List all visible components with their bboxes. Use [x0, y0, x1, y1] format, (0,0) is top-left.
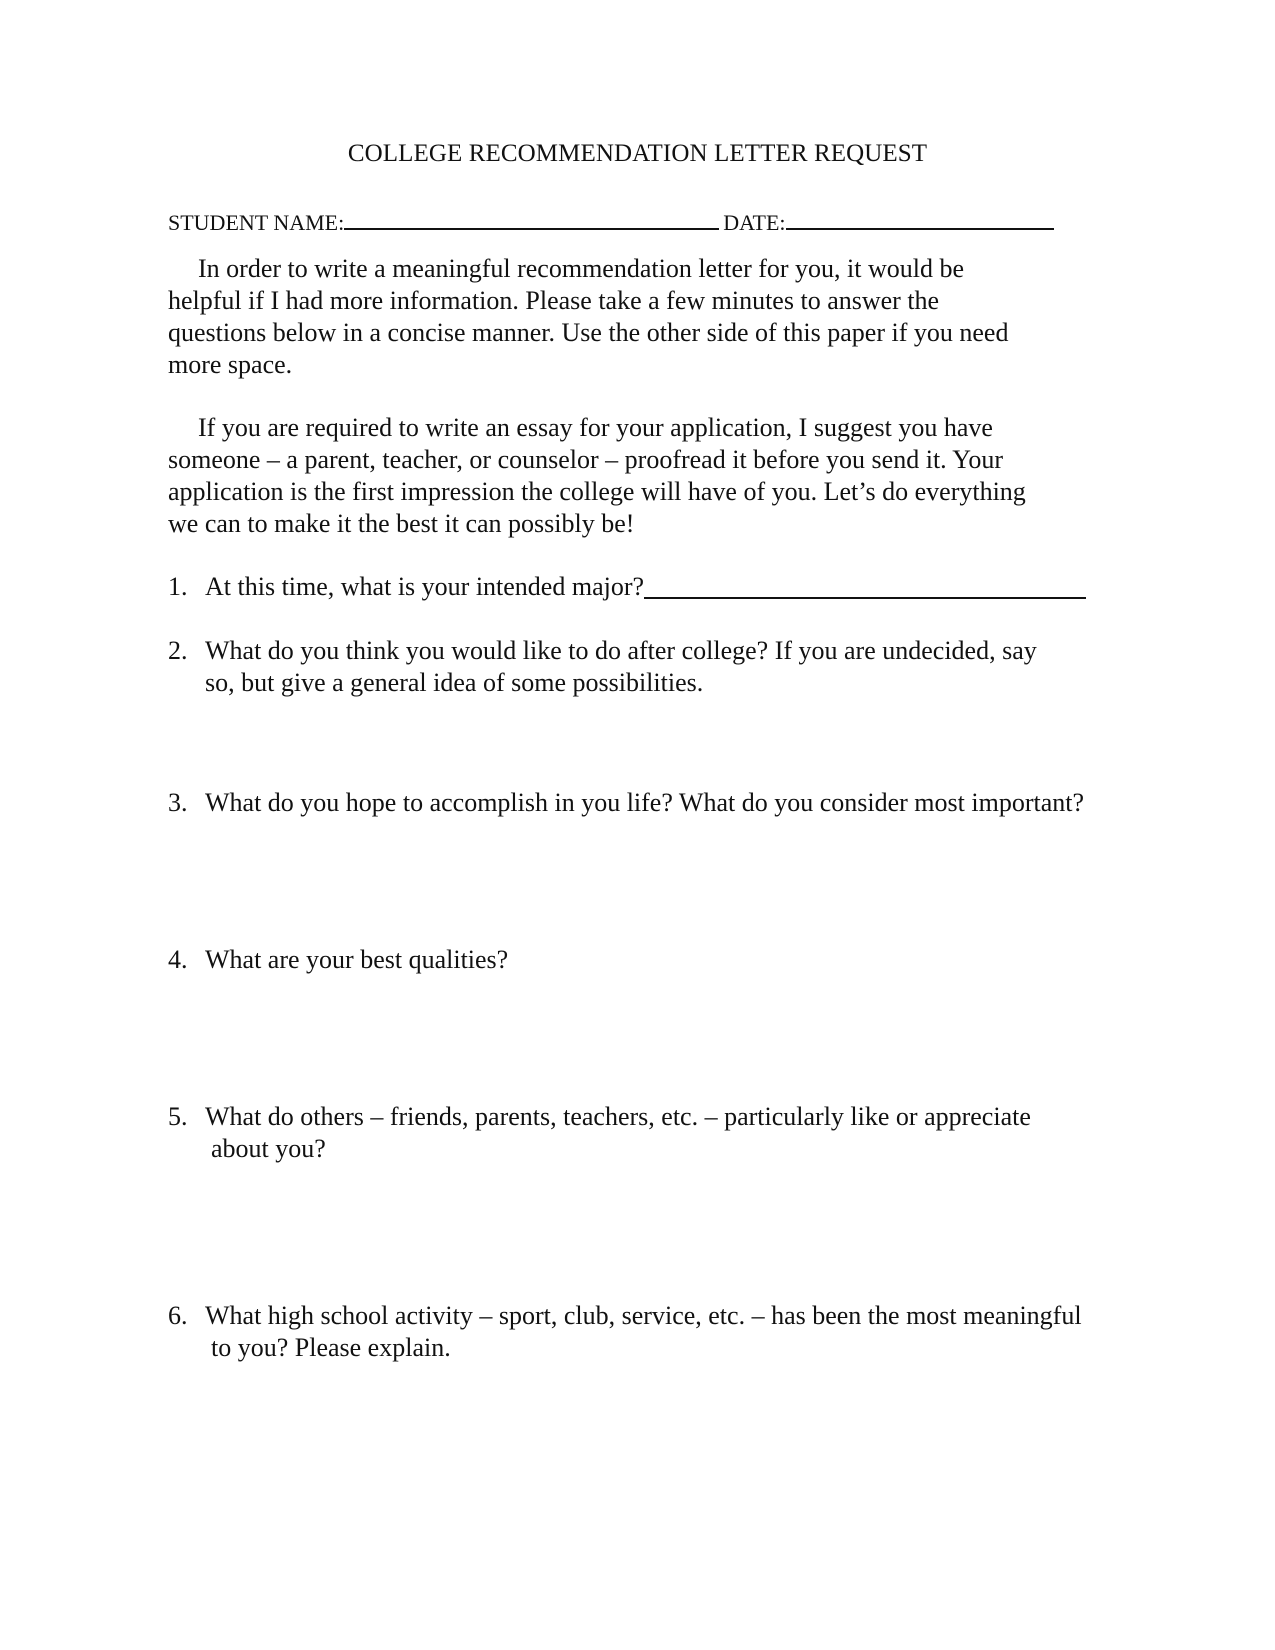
page-title: COLLEGE RECOMMENDATION LETTER REQUEST	[347, 140, 928, 167]
question-text: What do you think you would like to do after college? If you are undecided, say	[205, 636, 1037, 665]
date-field[interactable]	[786, 206, 1054, 230]
question-text: What high school activity – sport, club, service, etc. – has been the most meaningful	[205, 1301, 1082, 1330]
question-number: 5.	[168, 1102, 188, 1131]
question-number: 1.	[168, 572, 188, 601]
student-info-row	[168, 206, 1054, 236]
question-number: 2.	[168, 636, 188, 665]
question-text: What do you hope to accomplish in you life? What do you consider most important?	[205, 788, 1084, 817]
question-number: 6.	[168, 1301, 188, 1330]
question-number: 4.	[168, 945, 188, 974]
question-5	[168, 1101, 1168, 1165]
question-2	[168, 635, 1168, 699]
paragraph-line: helpful if I had more information. Please take a few minutes to answer the	[168, 286, 940, 315]
paragraph-line: application is the first impression the college will have of you. Let’s do everything	[168, 477, 1026, 506]
paragraph-line: In order to write a meaningful recommendation letter for you, it would be	[198, 254, 965, 283]
question-text: to you? Please explain.	[211, 1333, 451, 1362]
student-name-label: STUDENT NAME:	[168, 210, 345, 235]
question-text: so, but give a general idea of some possibilities.	[205, 668, 704, 697]
question-text: about you?	[211, 1134, 326, 1163]
question-number: 3.	[168, 788, 188, 817]
question-1	[168, 571, 1168, 603]
paragraph-line: questions below in a concise manner. Use the other side of this paper if you need	[168, 318, 1009, 347]
question-text: At this time, what is your intended major?	[205, 572, 645, 601]
question-4	[168, 944, 1168, 976]
date-label: DATE:	[723, 210, 786, 235]
question-text: What are your best qualities?	[205, 945, 509, 974]
paragraph-line: If you are required to write an essay for your application, I suggest you have	[198, 413, 993, 442]
intended-major-field[interactable]	[644, 571, 1086, 599]
paragraph-line: more space.	[168, 350, 293, 379]
intro-paragraph-1	[168, 253, 1108, 381]
paragraph-line: we can to make it the best it can possibly be!	[168, 509, 635, 538]
question-6	[168, 1300, 1168, 1364]
intro-paragraph-2	[168, 412, 1108, 540]
question-text: What do others – friends, parents, teachers, etc. – particularly like or appreciate	[205, 1102, 1031, 1131]
student-name-field[interactable]	[344, 206, 719, 230]
question-3	[168, 787, 1168, 819]
paragraph-line: someone – a parent, teacher, or counselor – proofread it before you send it. Your	[168, 445, 1004, 474]
